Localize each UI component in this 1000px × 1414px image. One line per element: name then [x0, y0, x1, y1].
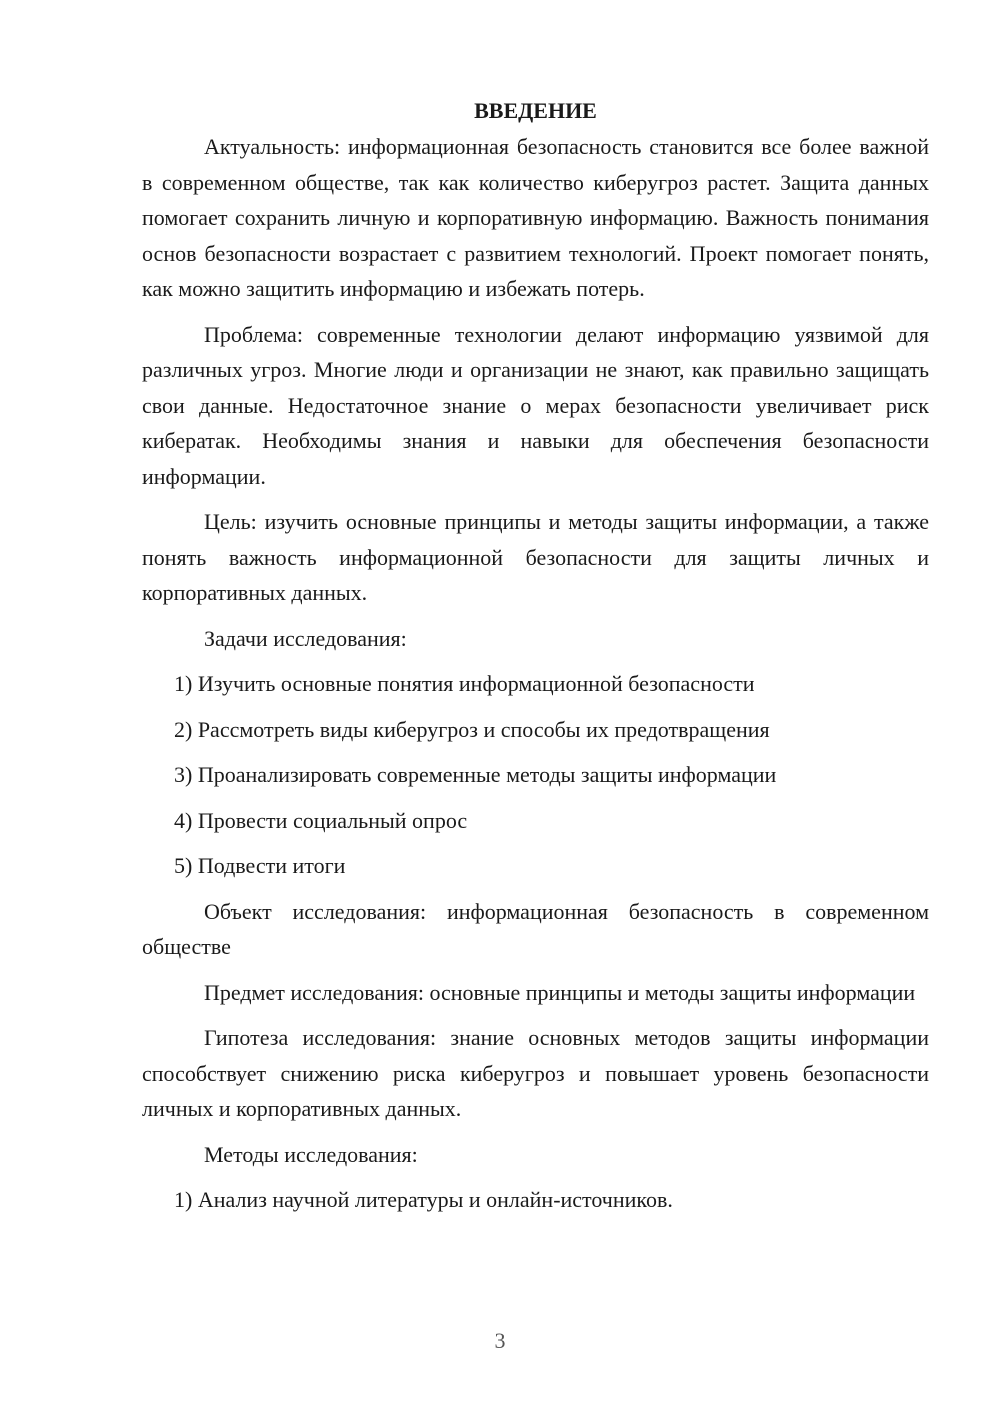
list-item: 3) Проанализировать современные методы защиты информации: [174, 762, 777, 787]
object-paragraph: Объект исследования: информационная безопасность в современном обществе: [142, 898, 929, 959]
list-item: 4) Провести социальный опрос: [174, 807, 468, 833]
list-item: 1) Анализ научной литературы и онлайн-источников.: [174, 1187, 673, 1212]
methods-heading: Методы исследования:: [204, 1141, 418, 1167]
list-item: 1) Изучить основные понятия информационной безопасности: [174, 671, 755, 696]
page-title: ВВЕДЕНИЕ: [474, 98, 597, 123]
list-item: 2) Рассмотреть виды киберугроз и способы их предотвращения: [174, 716, 770, 742]
tasks-heading: Задачи исследования:: [204, 625, 407, 651]
list-item: 5) Подвести итоги: [174, 853, 346, 878]
page-number: 3: [494, 1328, 506, 1353]
methods-list: [142, 1182, 929, 1218]
relevance-paragraph: Актуальность: информационная безопасность становится все более важной в современном обществе, так как количество киберугроз растет. Защита данных помогает сохранить личную и корпоративную информацию. Важность понимания основ безопасности возрастает с развитием технологий. Проект помогает понять, как можно защитить информацию и избежать потерь.: [142, 134, 929, 301]
subject-paragraph: Предмет исследования: основные принципы и методы защиты информации: [204, 979, 916, 1005]
problem-paragraph: Проблема: современные технологии делают информацию уязвимой для различных угроз. Многие люди и организации не знают, как правильно защищать свои данные. Недостаточное знание о мерах безопасности увеличивает риск кибератак. Необходимы знания и навыки для обеспечения безопасности информации.: [142, 321, 929, 489]
tasks-list: [142, 666, 929, 884]
hypothesis-paragraph: Гипотеза исследования: знание основных методов защиты информации способствует снижению риска киберугроз и повышает уровень безопасности личных и корпоративных данных.: [142, 1025, 929, 1121]
goal-paragraph: Цель: изучить основные принципы и методы защиты информации, а также понять важность информационной безопасности для защиты личных и корпоративных данных.: [142, 509, 929, 605]
document-page: [142, 96, 929, 1228]
